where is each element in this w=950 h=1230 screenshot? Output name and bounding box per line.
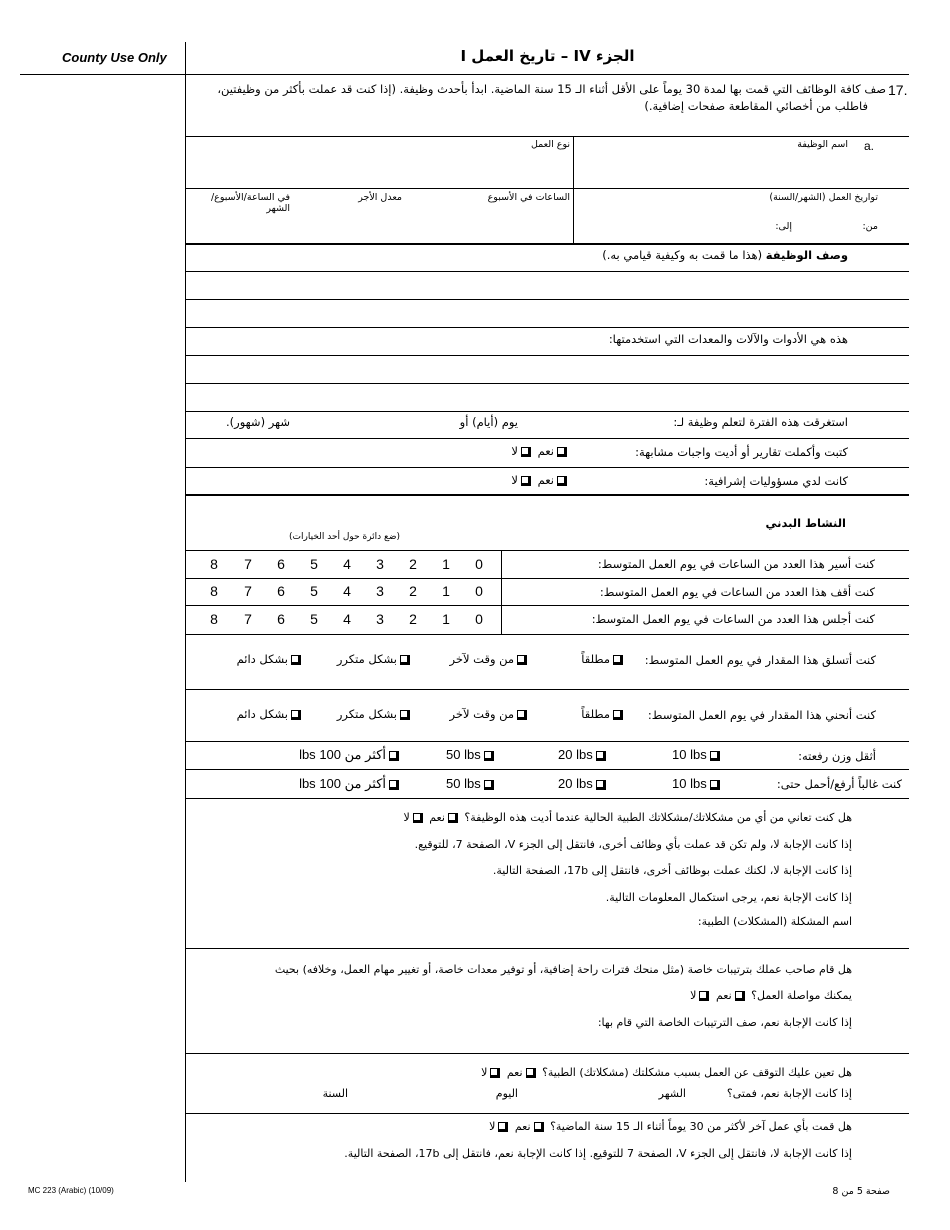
frequent-10-checkbox[interactable]	[710, 780, 720, 790]
supervisor-no-checkbox[interactable]	[521, 476, 531, 486]
sit-scale-4[interactable]: 4	[343, 611, 351, 627]
accommodation-no-label: لا	[690, 989, 697, 1002]
accommodation-question-2-text: يمكنك مواصلة العمل؟	[751, 989, 852, 1002]
stand-scale-1[interactable]: 1	[442, 583, 450, 599]
county-use-label: County Use Only	[62, 50, 167, 65]
learn-rule	[186, 438, 909, 439]
reports-label: كتبت وأكملت تقارير أو أديت واجبات مشابهة:	[635, 445, 848, 459]
frequent-20-checkbox[interactable]	[596, 780, 606, 790]
bend-occasional-label: من وقت لآخر	[449, 707, 515, 721]
reports-yes-checkbox[interactable]	[557, 447, 567, 457]
frequent-50-label: 50 lbs	[446, 776, 481, 791]
climb-never-checkbox[interactable]	[613, 655, 623, 665]
reports-no-checkbox[interactable]	[521, 447, 531, 457]
heaviest-10-checkbox[interactable]	[710, 751, 720, 761]
stand-label: كنت أقف هذا العدد من الساعات في يوم العمل المتوسط:	[599, 585, 875, 599]
other-job-question	[300, 1120, 852, 1133]
frequent-50-checkbox[interactable]	[484, 780, 494, 790]
frequent-20-label: 20 lbs	[558, 776, 593, 791]
heaviest-20	[558, 747, 609, 763]
desc-rule-2	[186, 299, 909, 300]
bend-rule	[186, 741, 909, 742]
bend-never-label: مطلقاً	[581, 707, 610, 721]
scale-top-rule	[186, 550, 909, 551]
tools-line-1[interactable]	[188, 357, 908, 383]
climb-options	[190, 652, 626, 666]
tools-line-2[interactable]	[188, 385, 908, 411]
reports-no-label: لا	[511, 444, 518, 458]
desc-line-2[interactable]	[188, 301, 908, 327]
stop-day-label: اليوم	[495, 1087, 518, 1100]
bend-constant-label: بشكل دائم	[236, 707, 288, 721]
walk-rule	[186, 578, 909, 579]
climb-constant-checkbox[interactable]	[291, 655, 301, 665]
frequent-50	[446, 776, 497, 792]
stop-work-yes-label: نعم	[506, 1066, 523, 1079]
frequent-20	[558, 776, 609, 792]
bend-frequent-checkbox[interactable]	[400, 710, 410, 720]
stand-scale-6[interactable]: 6	[277, 583, 285, 599]
climb-occasional-checkbox[interactable]	[517, 655, 527, 665]
tools-rule-2	[186, 383, 909, 384]
bend-label: كنت أنحني هذا المقدار في يوم العمل المتوسط:	[647, 708, 876, 722]
left-column-divider	[185, 42, 186, 1182]
heaviest-50-label: 50 lbs	[446, 747, 481, 762]
sit-scale-5[interactable]: 5	[310, 611, 318, 627]
heaviest-100	[270, 747, 402, 763]
scale-divider	[501, 550, 502, 634]
stop-work-question-text: هل تعين عليك التوقف عن العمل بسبب مشكلتك (مشكلاتك) الطبية؟	[542, 1066, 852, 1079]
accommodation-question-2	[400, 989, 852, 1002]
climb-occasional-label: من وقت لآخر	[449, 652, 515, 666]
job-description-label	[186, 248, 848, 262]
job-title-field[interactable]	[576, 150, 906, 186]
desc-rule-3	[186, 327, 909, 328]
accommodation-no-checkbox[interactable]	[699, 991, 709, 1001]
form-id: MC 223 (Arabic) (10/09)	[28, 1186, 114, 1195]
walk-scale-3[interactable]: 3	[376, 556, 384, 572]
heaviest-rule	[186, 769, 909, 770]
frequent-rule	[186, 798, 909, 799]
stand-scale-0[interactable]: 0	[475, 583, 483, 599]
medical-q1-no-checkbox[interactable]	[413, 813, 423, 823]
job-title-label: اسم الوظيفة	[797, 139, 848, 150]
frequent-label: كنت غالباً أرفع/أحمل حتى:	[776, 777, 902, 791]
stand-scale-8[interactable]: 8	[210, 583, 218, 599]
page-number: صفحة 5 من 8	[832, 1186, 890, 1197]
climb-label: كنت أتسلق هذا المقدار في يوم العمل المتوسط:	[644, 653, 876, 667]
other-job-yes-label: نعم	[514, 1120, 531, 1133]
from-label: من:	[862, 221, 878, 232]
stand-rule	[186, 605, 909, 606]
medical-q1-text: هل كنت تعاني من أي من مشكلاتك/مشكلاتك الطبية الحالية عندما أديت هذه الوظيفة؟	[464, 811, 852, 824]
job-letter: a.	[864, 139, 875, 153]
accommodation-yes-checkbox[interactable]	[735, 991, 745, 1001]
walk-scale-2[interactable]: 2	[409, 556, 417, 572]
bend-options	[190, 707, 626, 721]
medical-q1-yes-checkbox[interactable]	[448, 813, 458, 823]
heaviest-100-checkbox[interactable]	[389, 751, 399, 761]
medical-q1	[300, 811, 852, 824]
stand-scale-5[interactable]: 5	[310, 583, 318, 599]
supervisor-rule	[186, 494, 909, 496]
stop-work-no-checkbox[interactable]	[490, 1068, 500, 1078]
job-grid-top-rule	[186, 136, 909, 137]
climb-never-label: مطلقاً	[581, 652, 610, 666]
walk-scale-5[interactable]: 5	[310, 556, 318, 572]
q17-number: 17.	[888, 82, 908, 98]
heaviest-label: أثقل وزن رفعته:	[798, 749, 876, 763]
left-header-rule	[20, 74, 186, 75]
heaviest-100-label: أكثر من 100 lbs	[299, 747, 386, 762]
header-rule	[186, 74, 909, 75]
sit-scale-2[interactable]: 2	[409, 611, 417, 627]
climb-frequent-label: بشكل متكرر	[336, 652, 397, 666]
circle-note: (ضع دائرة حول أحد الخيارات)	[289, 532, 400, 542]
physical-title: النشاط البدني	[765, 516, 846, 530]
heaviest-20-label: 20 lbs	[558, 747, 593, 762]
tools-label: هذه هي الأدوات والآلات والمعدات التي استخدمتها:	[608, 332, 848, 346]
other-job-question-text: هل قمت بأي عمل آخر لأكثر من 30 يوماً أثناء الـ 15 سنة الماضية؟	[550, 1120, 852, 1133]
medical-if-no-1: إذا كانت الإجابة لا، ولم تكن قد عملت بأي وظائف أخرى، فانتقل إلى الجزء V، الصفحة 7، للتوقيع.	[414, 838, 852, 851]
q17-text: صف كافة الوظائف التي قمت بها لمدة 30 يوماً على الأقل أثناء الـ 15 سنة الماضية. ابدأ بأحدث وظيفة. (إذا كنت قد عملت بأكثر من وظيفتين،	[217, 82, 886, 96]
pay-period-label: في الساعة/الأسبوع/الشهر	[210, 192, 290, 214]
job-grid-mid-rule	[186, 188, 909, 189]
walk-scale-4[interactable]: 4	[343, 556, 351, 572]
pay-rate-label: معدل الأجر	[358, 192, 402, 203]
bend-frequent-label: بشكل متكرر	[336, 707, 397, 721]
walk-label: كنت أسير هذا العدد من الساعات في يوم العمل المتوسط:	[597, 557, 875, 571]
other-job-no-label: لا	[489, 1120, 496, 1133]
stop-rule	[186, 1113, 909, 1114]
sit-rule	[186, 634, 909, 635]
reports-rule	[186, 467, 909, 468]
to-label: إلى:	[775, 221, 792, 232]
sit-scale-3[interactable]: 3	[376, 611, 384, 627]
frequent-100	[270, 776, 402, 792]
bend-occasional-checkbox[interactable]	[517, 710, 527, 720]
condition-name-label: اسم المشكلة (المشكلات) الطبية:	[697, 915, 852, 928]
learn-label: استغرقت هذه الفترة لتعلم وظيفة لـ:	[673, 415, 848, 429]
heaviest-20-checkbox[interactable]	[596, 751, 606, 761]
work-dates-label: تواريخ العمل (الشهر/السنة)	[769, 192, 878, 203]
reports-yes-label: نعم	[537, 444, 554, 458]
stop-year-label: السنة	[322, 1087, 348, 1100]
medical-if-no-2: إذا كانت الإجابة لا، لكنك عملت بوظائف أخرى، فانتقل إلى 17b، الصفحة التالية.	[492, 864, 852, 877]
learn-months-label: شهر (شهور).	[226, 415, 290, 429]
frequent-10	[672, 776, 723, 792]
accommodation-if-yes: إذا كانت الإجابة نعم، صف الترتيبات الخاصة التي قام بها:	[597, 1016, 852, 1029]
climb-rule	[186, 689, 909, 690]
tools-rule-3	[186, 411, 909, 412]
desc-line-1[interactable]	[188, 273, 908, 299]
walk-scale-8[interactable]: 8	[210, 556, 218, 572]
walk-scale-1[interactable]: 1	[442, 556, 450, 572]
bend-constant-checkbox[interactable]	[291, 710, 301, 720]
stand-scale-4[interactable]: 4	[343, 583, 351, 599]
supervisor-label: كانت لدي مسؤوليات إشرافية:	[704, 474, 848, 488]
climb-constant-label: بشكل دائم	[236, 652, 288, 666]
reports-options	[470, 444, 570, 458]
stop-work-question	[300, 1066, 852, 1079]
stop-when-label: إذا كانت الإجابة نعم، فمتى؟	[726, 1087, 852, 1100]
walk-scale-0[interactable]: 0	[475, 556, 483, 572]
hours-week-label: الساعات في الأسبوع	[487, 192, 570, 203]
sit-scale-1[interactable]: 1	[442, 611, 450, 627]
supervisor-yes-label: نعم	[537, 473, 554, 487]
heaviest-50-checkbox[interactable]	[484, 751, 494, 761]
sit-scale-6[interactable]: 6	[277, 611, 285, 627]
medical-q1-yes-label: نعم	[429, 811, 445, 824]
supervisor-options	[470, 473, 570, 487]
stand-scale-3[interactable]: 3	[376, 583, 384, 599]
frequent-10-label: 10 lbs	[672, 776, 707, 791]
heaviest-10	[672, 747, 723, 763]
frequent-100-checkbox[interactable]	[389, 780, 399, 790]
heaviest-10-label: 10 lbs	[672, 747, 707, 762]
walk-scale-6[interactable]: 6	[277, 556, 285, 572]
sit-scale-8[interactable]: 8	[210, 611, 218, 627]
other-job-yes-checkbox[interactable]	[534, 1122, 544, 1132]
walk-scale-7[interactable]: 7	[244, 556, 252, 572]
supervisor-yes-checkbox[interactable]	[557, 476, 567, 486]
job-grid-divider	[573, 136, 574, 243]
page-title: الجزء IV – تاريخ العمل I	[460, 47, 635, 65]
heaviest-50	[446, 747, 497, 763]
stand-scale-2[interactable]: 2	[409, 583, 417, 599]
q17-text-2: فاطلب من أخصائي المقاطعة صفحات إضافية.)	[644, 99, 868, 113]
other-job-no-checkbox[interactable]	[498, 1122, 508, 1132]
accommodation-question: هل قام صاحب عملك بترتيبات خاصة (مثل منحك فترات راحة إضافية، أو توفير معدات خاصة، أو تغيير مهام العمل، وخلافه) بحيث	[274, 963, 852, 976]
learn-days-label: يوم (أيام) أو	[459, 415, 518, 429]
job-description-note: (هذا ما قمت به وكيفية قيامي به.)	[602, 248, 763, 262]
sit-label: كنت أجلس هذا العدد من الساعات في يوم العمل المتوسط:	[591, 612, 875, 626]
stop-month-label: الشهر	[658, 1087, 686, 1100]
bend-never-checkbox[interactable]	[613, 710, 623, 720]
medical-if-yes: إذا كانت الإجابة نعم، يرجى استكمال المعلومات التالية.	[605, 891, 852, 904]
business-type-label: نوع العمل	[530, 139, 570, 150]
condition-rule	[186, 948, 909, 949]
stand-scale-7[interactable]: 7	[244, 583, 252, 599]
sit-scale-7[interactable]: 7	[244, 611, 252, 627]
frequent-100-label: أكثر من 100 lbs	[299, 776, 386, 791]
business-type-field[interactable]	[188, 150, 570, 186]
other-job-instructions: إذا كانت الإجابة لا، فانتقل إلى الجزء V، الصفحة 7 للتوقيع. إذا كانت الإجابة نعم، فانتقل إلى 17b، الصفحة التالية.	[344, 1147, 852, 1160]
job-grid-bottom-rule	[186, 243, 909, 245]
desc-rule-1	[186, 271, 909, 272]
accommodation-yes-label: نعم	[715, 989, 732, 1002]
supervisor-no-label: لا	[511, 473, 518, 487]
accommodation-rule	[186, 1053, 909, 1054]
climb-frequent-checkbox[interactable]	[400, 655, 410, 665]
sit-scale-0[interactable]: 0	[475, 611, 483, 627]
medical-q1-no-label: لا	[403, 811, 410, 824]
tools-rule-1	[186, 355, 909, 356]
stop-work-yes-checkbox[interactable]	[526, 1068, 536, 1078]
stop-work-no-label: لا	[481, 1066, 488, 1079]
job-description-title: وصف الوظيفة	[765, 248, 848, 262]
